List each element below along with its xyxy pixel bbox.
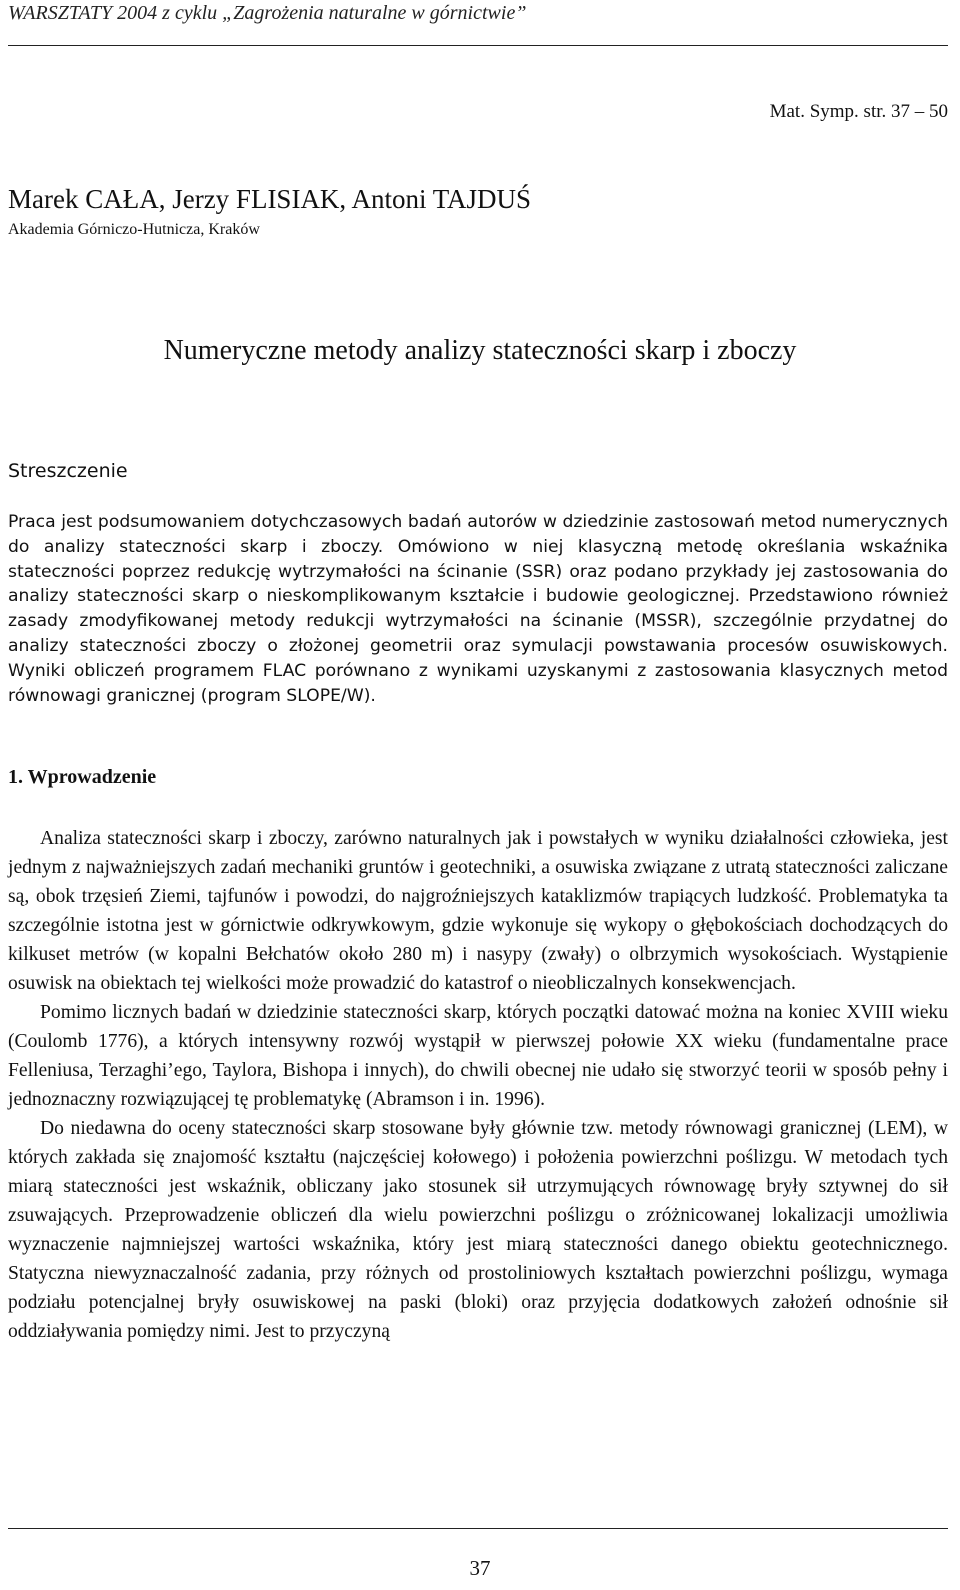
footer-rule <box>8 1528 948 1529</box>
body-paragraph: Do niedawna do oceny stateczności skarp stosowane były głównie tzw. metody równowagi granicznej (LEM), w których zakłada się znajomość kształtu (najczęściej kołowego) i położenia powierzchni poślizgu. W metodach tych miarą stateczności jest wskaźnik, obliczany jako stosunek sił utrzymujących równowagę bryły sztywnej do sił zsuwających. Przeprowadzenie obliczeń dla wielu powierzchni poślizgu o zróżnicowanej lokalizacji umożliwia wyznaczenie najmniejszej wartości wskaźnika, który jest miarą stateczności danego obiektu geotechnicznego. Statyczna niewyznaczalność zadania, przy różnych od prostoliniowych kształtach powierzchni poślizgu, wymaga podziału potencjalnej bryły osuwiskowej na paski (bloki) oraz przyjęcia dodatkowych założeń odnośnie sił oddziaływania pomiędzy nimi. Jest to przyczyną <box>8 1118 948 1342</box>
section-body <box>8 824 948 1346</box>
series-reference: Mat. Symp. str. 37 – 50 <box>769 101 948 122</box>
section-heading: 1. Wprowadzenie <box>8 766 157 788</box>
body-paragraph: Pomimo licznych badań w dziedzinie stateczności skarp, których początki datować można na koniec XVIII wieku (Coulomb 1776), a których intensywny rozwój wystąpił w pierwszej połowie XX wieku (fundamentalne prace Felleniusa, Terzaghi’ego, Taylora, Bishopa i innych), do chwili obecnej nie udało się stworzyć teorii w sposób pełny i jednoznaczny rozwiązującej tę problematykę (Abramson i in. 1996). <box>8 1002 948 1110</box>
page-number: 37 <box>469 1556 491 1580</box>
body-paragraph: Analiza stateczności skarp i zboczy, zarówno naturalnych jak i powstałych w wyniku działalności człowieka, jest jednym z najważniejszych zadań mechaniki gruntów i geotechniki, a osuwiska związane z utratą stateczności zaliczane są, obok trzęsień Ziemi, tajfunów i powodzi, do najgroźniejszych kataklizmów trapiących ludzkość. Problematyka ta szczególnie istotna jest w górnictwie odkrywkowym, gdzie wykonuje się wykopy o głębokościach dochodzących do kilkuset metrów (w kopalni Bełchatów około 280 m) i nasypy (zwały) o olbrzymich wysokościach. Wystąpienie osuwisk na obiektach tej wielkości może prowadzić do katastrof o nieobliczalnych konsekwencjach. <box>8 828 948 994</box>
affiliation: Akademia Górniczo-Hutnicza, Kraków <box>8 221 260 238</box>
header-rule <box>8 45 948 46</box>
running-header: WARSZTATY 2004 z cyklu „Zagrożenia naturalne w górnictwie” <box>8 2 527 24</box>
authors: Marek CAŁA, Jerzy FLISIAK, Antoni TAJDUŚ <box>8 184 532 214</box>
abstract-text: Praca jest podsumowaniem dotychczasowych badań autorów w dziedzinie zastosowań metod numerycznych do analizy stateczności skarp i zboczy. Omówiono w niej klasyczną metodę określania wskaźnika stateczności poprzez redukcję wytrzymałości na ścinanie (SSR) oraz podano przykłady jej zastosowania do analizy stateczności skarp o nieskomplikowanym kształcie i budowie geologicznej. Przedstawiono również zasady zmodyfikowanej metody redukcji wytrzymałości na ścinanie (MSSR), szczególnie przydatnej do analizy stateczności zboczy o złożonej geometrii oraz symulacji powstawania procesów osuwiskowych. Wyniki obliczeń programem FLAC porównano z wynikami uzyskanymi z zastosowania klasycznych metod równowagi granicznej (program SLOPE/W). <box>8 512 948 706</box>
abstract-heading: Streszczenie <box>8 460 128 482</box>
paper-title: Numeryczne metody analizy stateczności skarp i zboczy <box>163 335 797 366</box>
